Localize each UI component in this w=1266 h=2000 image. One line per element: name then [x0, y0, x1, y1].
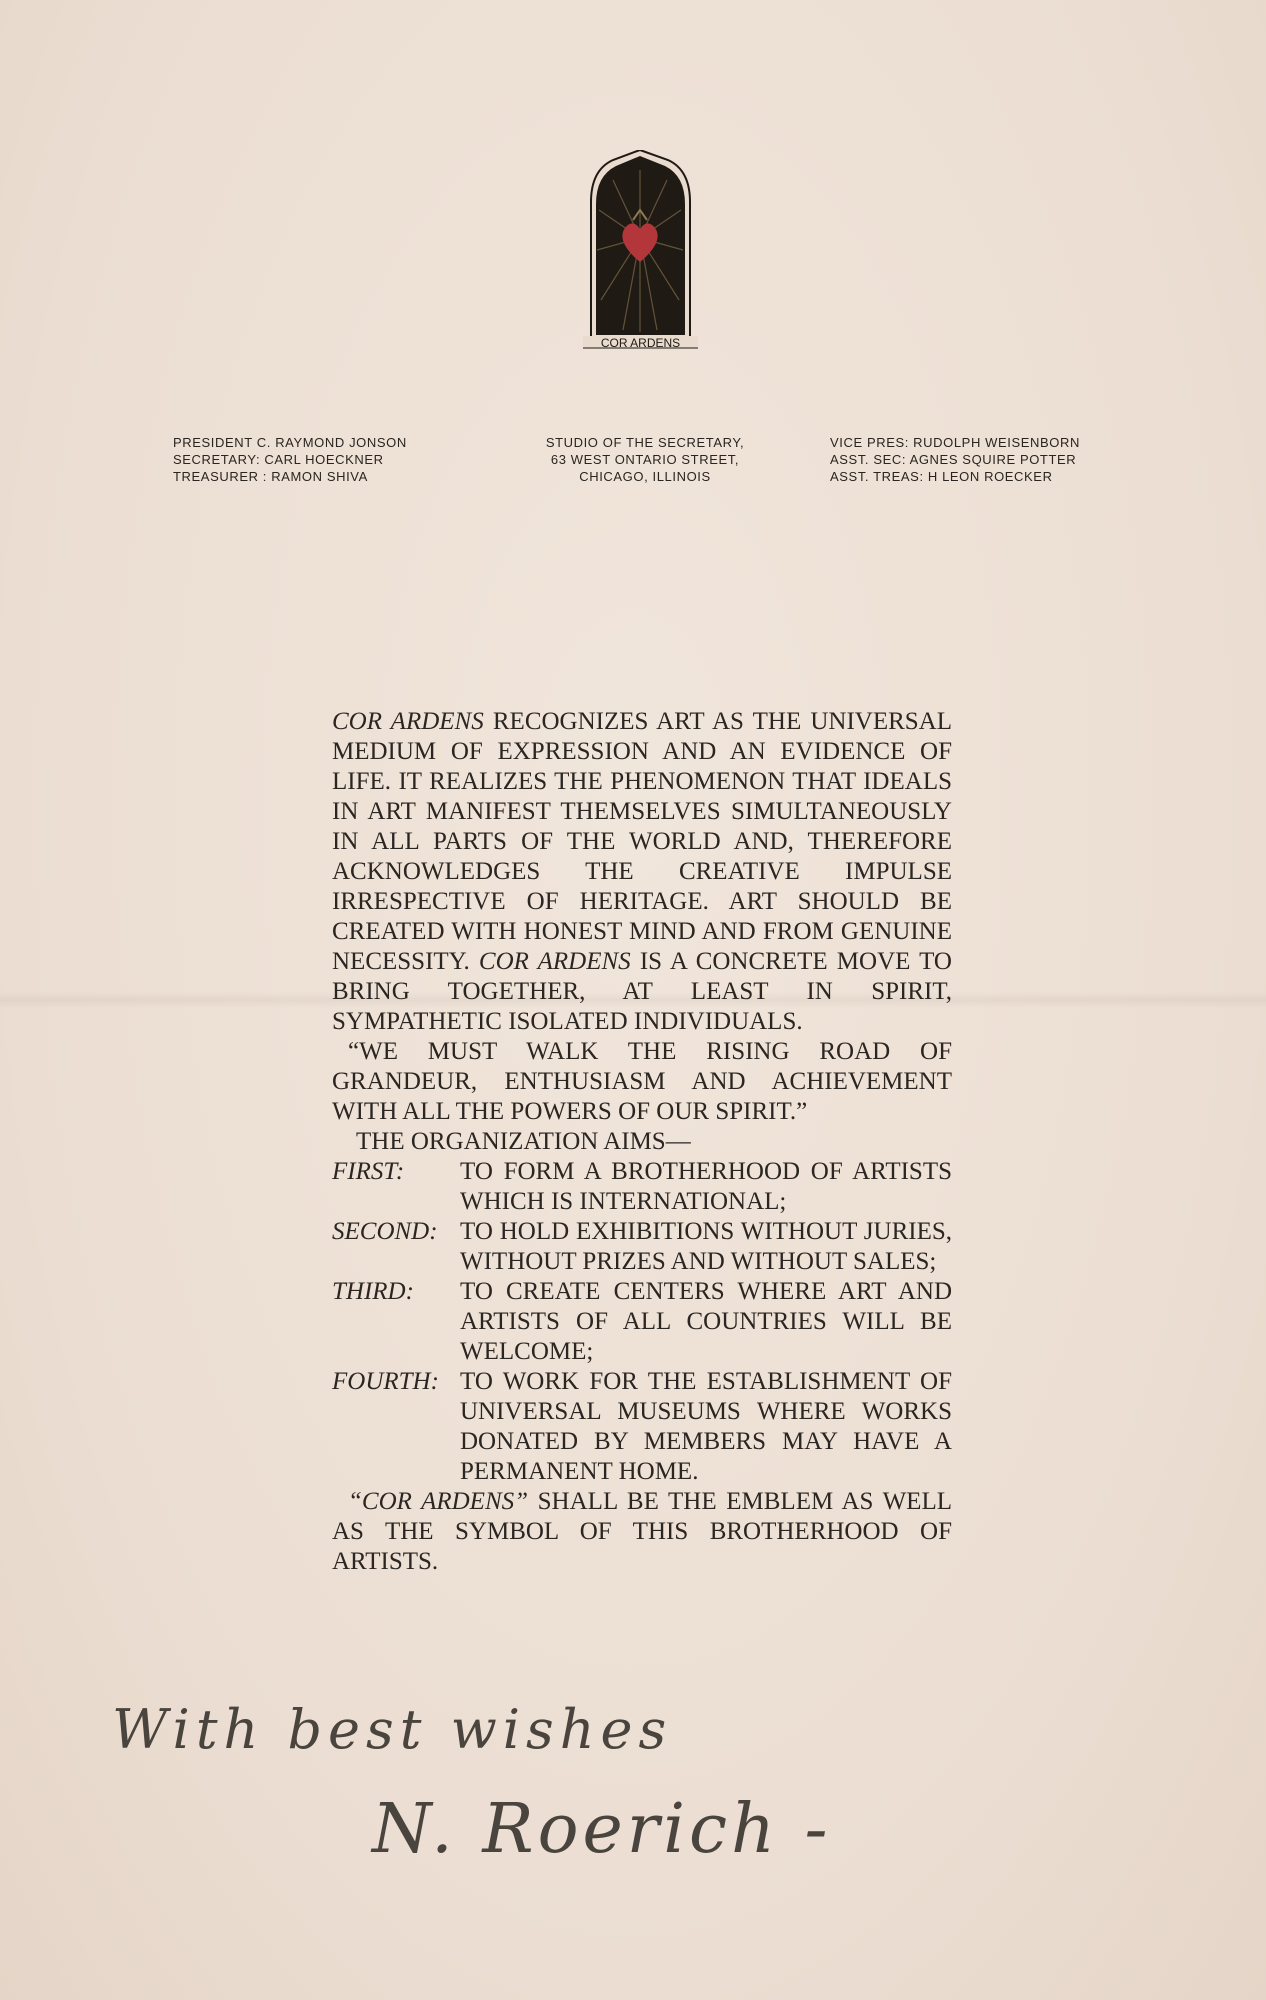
aim-label: FOURTH:: [332, 1368, 439, 1395]
aim-item: [332, 1277, 952, 1367]
secretary-line: SECRETARY: CARL HOECKNER: [173, 452, 384, 467]
cor-ardens-emblem: [583, 150, 698, 350]
org-name-quoted: “COR ARDENS”: [348, 1488, 529, 1515]
vice-president-line: VICE PRES: RUDOLPH WEISENBORN: [830, 435, 1080, 450]
aim-label: THIRD:: [332, 1278, 414, 1305]
handwritten-signature: N. Roerich -: [372, 1790, 832, 1869]
emblem-label: COR ARDENS: [600, 336, 681, 350]
aim-item: [332, 1217, 952, 1277]
manifesto-sentence-a: RECOGNIZES ART AS THE UNIVERSAL MEDIUM OF EXPRESSION AND AN EVIDENCE OF LIFE. IT REALIZES THE PHENOMENON THAT IDEALS IN ART MANIFEST THEMSELVES SIMULTANEOUSLY IN ALL PARTS OF THE WORLD AND, THEREFORE ACKNOWLEDGES THE CREATIVE IMPULSE IRRESPECTIVE OF HERITAGE. ART SHOULD BE CREATED WITH HONEST MIND AND FROM GENUINE NECESSITY.: [332, 708, 953, 975]
president-line: PRESIDENT C. RAYMOND JONSON: [173, 435, 407, 450]
quote-paragraph: “WE MUST WALK THE RISING ROAD OF GRANDEUR, ENTHUSIASM AND ACHIEVEMENT WITH ALL THE POWERS OF OUR SPIRIT.”: [332, 1038, 952, 1125]
assistant-treasurer-line: ASST. TREAS: H LEON ROECKER: [830, 469, 1053, 484]
manifesto-sentence-b: IS A CONCRETE MOVE TO BRING TOGETHER, AT LEAST IN SPIRIT, SYMPATHETIC ISOLATED INDIVIDUALS.: [332, 948, 952, 1035]
manifesto-paragraph: [332, 707, 952, 1037]
aim-text: TO WORK FOR THE ESTABLISHMENT OF UNIVERSAL MUSEUMS WHERE WORKS DONATED BY MEMBERS MAY HAVE A PERMANENT HOME.: [460, 1368, 952, 1485]
closing-paragraph: [332, 1487, 952, 1577]
aim-item: [332, 1157, 952, 1217]
aim-text: TO HOLD EXHIBITIONS WITHOUT JURIES, WITHOUT PRIZES AND WITHOUT SALES;: [460, 1218, 952, 1275]
letterhead-officers-right: [830, 434, 1120, 485]
org-name: COR ARDENS: [332, 708, 484, 735]
aim-text: TO CREATE CENTERS WHERE ART AND ARTISTS OF ALL COUNTRIES WILL BE WELCOME;: [460, 1278, 952, 1365]
handwritten-greeting: With best wishes: [112, 1698, 673, 1761]
manifesto-text: [332, 707, 952, 1577]
closing-text: SHALL BE THE EMBLEM AS WELL AS THE SYMBOL OF THIS BROTHERHOOD OF ARTISTS.: [332, 1488, 952, 1575]
city-line: CHICAGO, ILLINOIS: [579, 469, 711, 484]
assistant-secretary-line: ASST. SEC: AGNES SQUIRE POTTER: [830, 452, 1077, 467]
aim-item: [332, 1367, 952, 1487]
heart-emblem-icon: [583, 150, 698, 350]
letterhead-address: [510, 434, 780, 485]
aim-label: SECOND:: [332, 1218, 438, 1245]
treasurer-line: TREASURER : RAMON SHIVA: [173, 469, 368, 484]
street-line: 63 WEST ONTARIO STREET,: [550, 452, 740, 467]
aim-text: TO FORM A BROTHERHOOD OF ARTISTS WHICH IS INTERNATIONAL;: [460, 1158, 952, 1215]
org-name: COR ARDENS: [478, 948, 631, 975]
aims-intro: THE ORGANIZATION AIMS—: [356, 1128, 691, 1155]
letterhead-officers-left: [173, 434, 453, 485]
studio-line: STUDIO OF THE SECRETARY,: [545, 435, 745, 450]
aim-label: FIRST:: [332, 1158, 405, 1185]
